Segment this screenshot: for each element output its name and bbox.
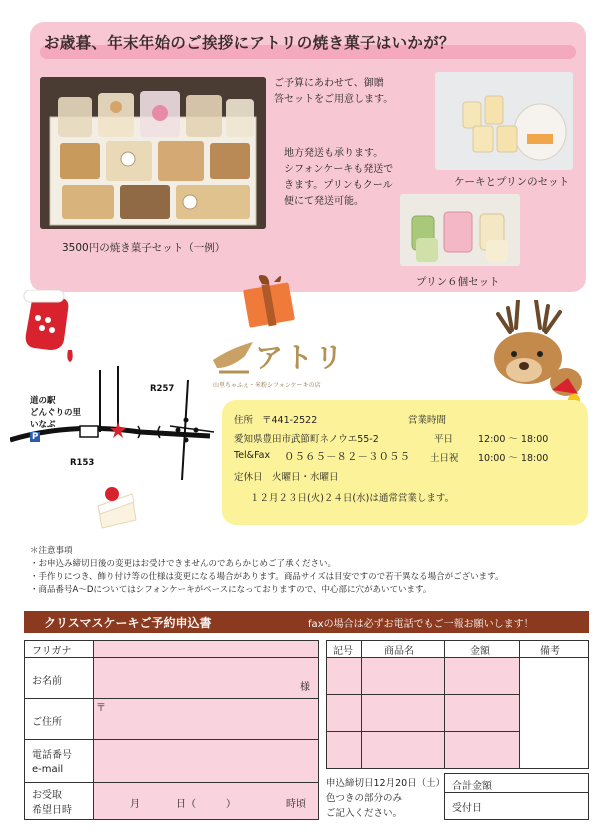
honorific-sama: 様 — [300, 682, 310, 693]
item-price-input[interactable] — [444, 657, 520, 695]
fax-note: faxの場合は必ずお電話でもご一報お願いします！ — [308, 619, 534, 630]
promo-text-budget — [274, 76, 393, 108]
top-promo-panel — [30, 22, 586, 292]
col-header-note: 備考 — [540, 646, 560, 657]
map-station-label: どんぐりの里 — [30, 408, 82, 418]
notes-section — [30, 545, 590, 597]
sweets-set-illustration — [40, 77, 266, 229]
holiday-note: １２月２３日(火)２４日(水)は通常営業します。 — [250, 493, 455, 504]
promo-line: 便にて発送可能。 — [284, 196, 364, 207]
headline: お歳暮、年末年始のご挨拶にアトリの焼き菓子はいかが？ — [44, 34, 455, 52]
address-input[interactable] — [93, 698, 319, 740]
email-label: e-mail — [32, 764, 64, 775]
pudding-set-illustration — [400, 194, 520, 266]
hours-day: 平日 — [434, 434, 454, 445]
pickup-label: 希望日時 — [32, 805, 72, 816]
tel-number: ０５６５－８２－３０５５ — [284, 451, 410, 463]
item-price-input[interactable] — [444, 731, 520, 769]
postal-code: 〒441-2522 — [262, 415, 318, 426]
promo-line: 答セットをご用意します。 — [274, 94, 394, 105]
promo-line: ご予算にあわせて、御贈 — [274, 78, 384, 89]
item-code-input[interactable] — [326, 694, 362, 732]
cake-caption: ケーキとプリンのセット — [454, 176, 570, 188]
map-station-label: いなぶ — [30, 420, 56, 430]
promo-line: きます。プリンもクール — [284, 180, 393, 191]
pudding-caption: プリン６個セット — [416, 276, 500, 288]
headline-area — [40, 30, 576, 60]
map-station-label: 道の駅 — [30, 396, 56, 406]
address-label: ご住所 — [32, 717, 62, 728]
shop-info-panel — [222, 400, 588, 525]
promo-line: 地方発送も承ります。 — [284, 148, 384, 159]
item-price-input[interactable] — [444, 694, 520, 732]
shop-logo: アトリ — [255, 341, 346, 374]
item-code-input[interactable] — [326, 657, 362, 695]
deadline-note: 申込締切日12月20日（土） — [326, 778, 446, 789]
name-input[interactable] — [93, 657, 319, 699]
hours-day: 土日祝 — [430, 453, 459, 464]
hours-time: 12:00 ～ 18:00 — [478, 434, 549, 445]
sweets-caption: 3500円の焼き菓子セット（一例） — [62, 242, 226, 254]
hours-label: 営業時間 — [408, 415, 447, 426]
furigana-input[interactable] — [93, 640, 319, 658]
order-form-title: クリスマスケーキご予約申込書 — [44, 616, 212, 630]
order-form-header — [24, 611, 589, 633]
hours-time: 10:00 ～ 18:00 — [478, 453, 549, 464]
col-header-code: 記号 — [333, 646, 353, 657]
item-name-input[interactable] — [361, 657, 445, 695]
map-road-label: R257 — [150, 384, 175, 394]
colored-note: ご記入ください。 — [326, 808, 403, 819]
shop-address: 愛知県豊田市武節町ネノウエ55-2 — [234, 434, 379, 445]
note-line: ・商品番号A～Dについてはシフォンケーキがベースになっておりますので、中心部に穴があいています。 — [30, 585, 432, 595]
parking-icon: P — [32, 432, 39, 442]
item-name-input[interactable] — [361, 731, 445, 769]
col-header-price: 金額 — [470, 646, 490, 657]
item-name-input[interactable] — [361, 694, 445, 732]
total-label: 合計金額 — [452, 781, 492, 792]
furigana-label: フリガナ — [32, 646, 72, 657]
shop-logo-subtitle: 山里ちゃふぇ・米粉シフォンケーキの店 — [213, 382, 321, 389]
item-code-input[interactable] — [326, 731, 362, 769]
name-label: お名前 — [32, 676, 62, 687]
sweets-set-photo — [40, 77, 266, 229]
tel-label: Tel&Fax — [234, 450, 271, 461]
colored-note: 色つきの部分のみ — [326, 793, 403, 804]
note-line: ・手作りにつき、飾り付け等の仕様は変更になる場合があります。商品サイズは目安ですので若干異なる場合がございます。 — [30, 572, 504, 582]
map-road-label: R153 — [70, 458, 95, 468]
notes-title: ＊注意事項 — [30, 546, 73, 556]
phone-label: 電話番号 — [32, 750, 72, 761]
promo-line: シフォンケーキも発送で — [284, 164, 394, 175]
postal-mark: 〒 — [96, 703, 106, 714]
received-date-label: 受付日 — [452, 803, 482, 814]
promo-text-shipping — [284, 146, 393, 210]
cake-pudding-photo — [435, 72, 573, 170]
cake-pudding-illustration — [435, 72, 573, 170]
closed-days: 定休日 火曜日・水曜日 — [234, 472, 339, 483]
pickup-label: お受取 — [32, 790, 62, 801]
pudding-set-photo — [400, 194, 520, 266]
cake-slice-icon — [92, 484, 142, 534]
col-header-item: 商品名 — [384, 646, 414, 657]
access-map — [10, 340, 230, 480]
note-line: ・お申込み締切日後の変更はお受けできませんのであらかじめご了承ください。 — [30, 559, 337, 569]
pickup-day: 日（ ） — [176, 799, 236, 810]
pickup-month: 月 — [130, 799, 140, 810]
reindeer-icon — [478, 300, 588, 416]
remarks-cell[interactable] — [519, 657, 589, 769]
address-label: 住所 — [234, 415, 254, 426]
gift-box-icon — [240, 268, 298, 328]
phone-email-input[interactable] — [93, 739, 319, 783]
pickup-time: 時頃 — [286, 799, 306, 810]
